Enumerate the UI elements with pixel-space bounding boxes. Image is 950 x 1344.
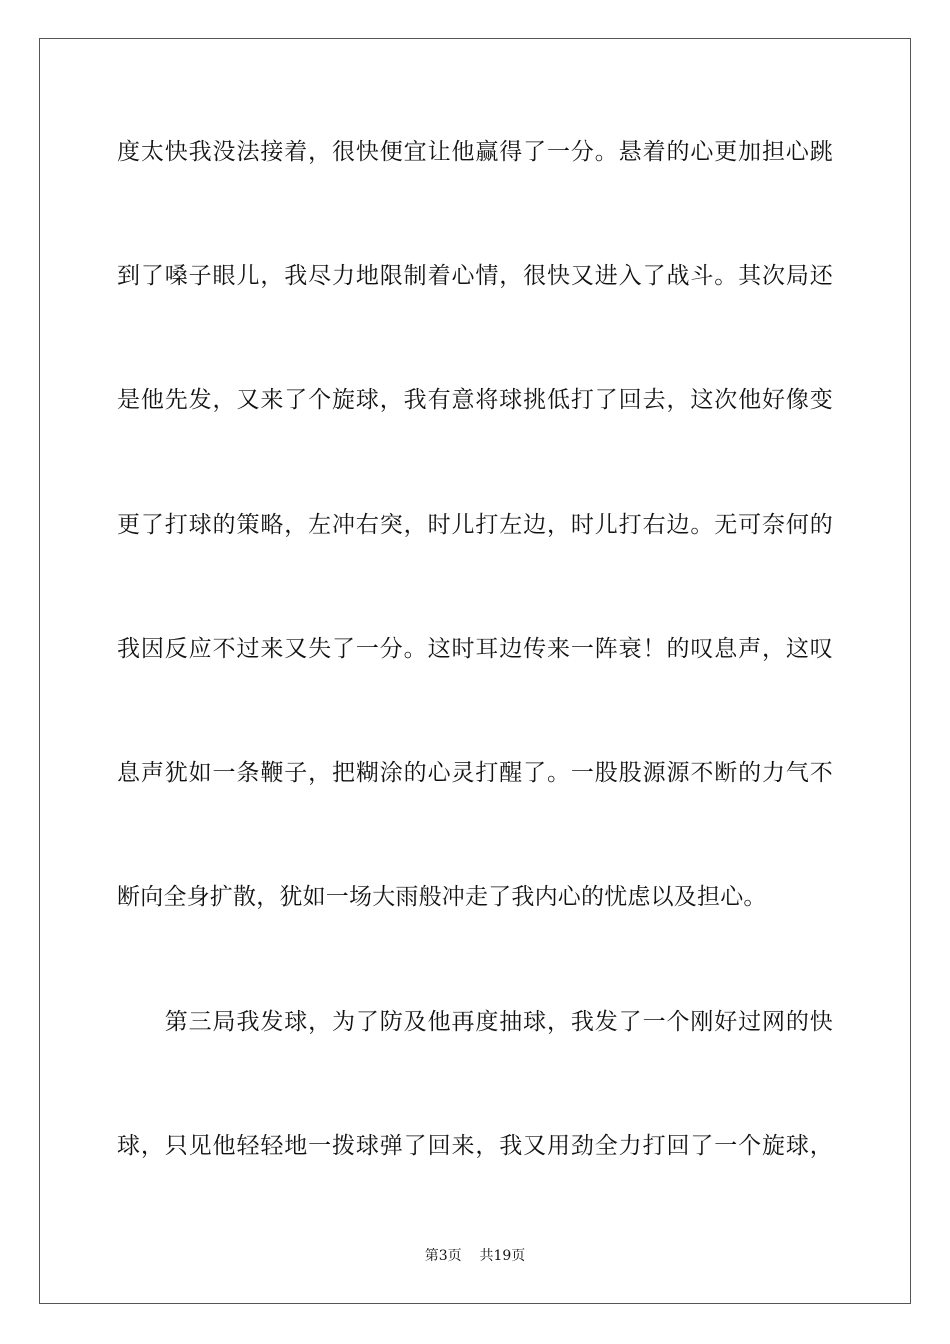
text-line-7: 断向全身扩散，犹如一场大雨般冲走了我内心的忧虑以及担心。 [117, 884, 767, 910]
page-number: 第3页 [424, 1248, 462, 1264]
text-line-3: 是他先发，又来了个旋球，我有意将球挑低打了回去，这次他好像变 [117, 387, 833, 413]
text-line-9: 球，只见他轻轻地一拨球弹了回来，我又用劲全力打回了一个旋球， [117, 1133, 833, 1159]
text-line-2: 到了嗓子眼儿，我尽力地限制着心情，很快又进入了战斗。其次局还 [117, 263, 833, 289]
text-line-6: 息声犹如一条鞭子，把糊涂的心灵打醒了。一股股源源不断的力气不 [117, 760, 833, 786]
text-line-1: 度太快我没法接着，很快便宜让他赢得了一分。悬着的心更加担心跳 [117, 139, 833, 165]
page-border [39, 38, 911, 1304]
text-line-8: 第三局我发球，为了防及他再度抽球，我发了一个刚好过网的快 [117, 1009, 833, 1035]
text-line-4: 更了打球的策略，左冲右突，时儿打左边，时儿打右边。无可奈何的 [117, 512, 833, 538]
page-total: 共19页 [479, 1248, 526, 1264]
text-line-5: 我因反应不过来又失了一分。这时耳边传来一阵衰！的叹息声，这叹 [117, 636, 833, 662]
page-footer [0, 1246, 950, 1266]
